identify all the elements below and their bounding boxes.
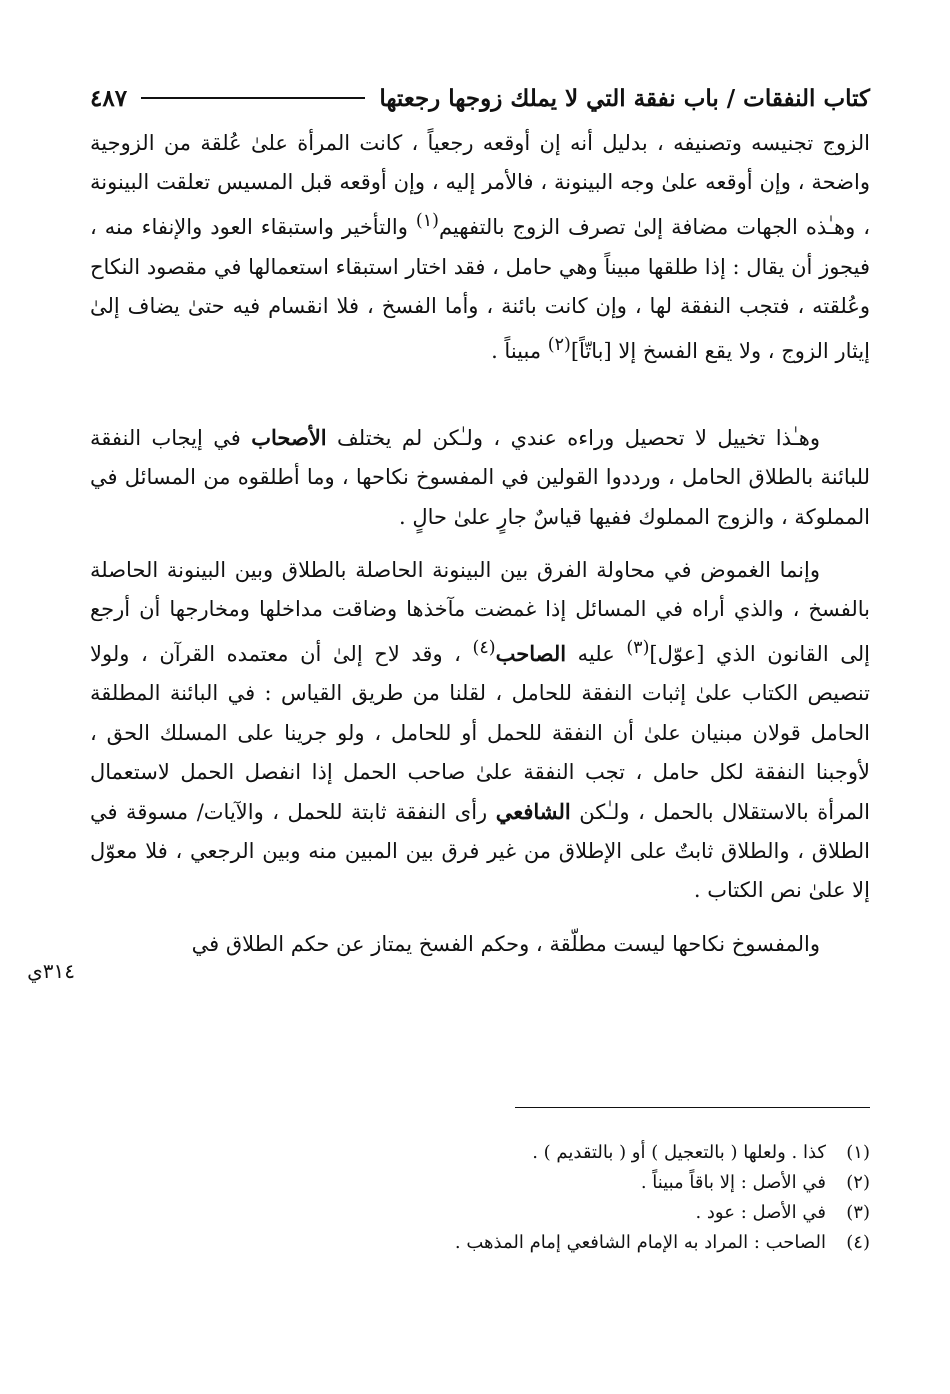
footnote-number: (٢) [846, 1172, 870, 1193]
text-run: في إيجاب النفقة للبائنة بالطلاق الحامل ، ورددوا القولين في المفسوخ نكاحها ، وما أطلقوه من المسائل في المملوكة ، والزوج المملوك ففيها قياسٌ جارٍ علىٰ حالٍ . [90, 426, 870, 529]
paragraph-4 [90, 925, 870, 964]
footnote-number: (١) [846, 1142, 870, 1163]
page-number: ٤٨٧ [90, 84, 128, 112]
text-run: الزوج تجنيسه وتصنيفه ، بدليل أنه إن أوقعه رجعياً ، كانت المرأة علىٰ عُلقة من الزوجية واضحة ، وإن أوقعه علىٰ وجه البينونة ، فالأمر إليه ، وإن أوقعه قبل المسيس تعلقت البينونة ، وهـٰذه الجهات مضافة إلىٰ تصرف الزوج بالتفهيم [90, 131, 870, 240]
footnote-ref-1: (١) [415, 211, 439, 232]
main-text [90, 124, 870, 964]
manuscript-folio-marker: ٣١٤ي [27, 959, 75, 983]
header-rule [141, 97, 365, 99]
running-header [90, 78, 870, 118]
paragraph-2 [90, 418, 870, 537]
footnote-separator [515, 1107, 870, 1108]
footnotes [300, 1138, 870, 1258]
footnote-text: في الأصل : عود . [695, 1202, 826, 1223]
emphasis-sahib: الصاحب [495, 641, 567, 667]
paragraph-gap [90, 371, 870, 418]
footnote-ref-3: (٣) [626, 638, 650, 659]
paragraph-1 [90, 124, 870, 371]
text-run: مبيناً . [491, 339, 548, 364]
text-run: وهـٰذا تخييل لا تحصيل وراءه عندي ، ولـٰكن لم يختلف [326, 426, 820, 451]
footnote-4 [300, 1228, 870, 1258]
footnote-number: (٣) [846, 1202, 870, 1223]
text-run: ، وقد لاح إلىٰ أن معتمده القرآن ، ولولا تنصيص الكتاب علىٰ إثبات النفقة للحامل ، لقلنا من طريق القياس : في البائنة المطلقة الحامل قولان مبنيان علىٰ أن النفقة للحمل أو للحامل ، ولو جرينا على المسلك الحق ، لأوجبنا النفقة لكل حامل ، تجب النفقة علىٰ صاحب الحمل إذا انفصل الحمل لاستعمال المرأة بالاستقلال بالحمل ، ولـٰكن [90, 642, 870, 825]
text-run: وإنما الغموض في محاولة الفرق بين البينونة الحاصلة بالطلاق وبين البينونة الحاصلة بالفسخ ، والذي أراه في المسائل إذا غمضت مآخذها وضاقت مداخلها ومخارجها أن أرجع إلى القانون الذي [عوّل] [90, 557, 870, 667]
footnote-ref-4: (٤) [472, 638, 496, 659]
footnote-2 [300, 1168, 870, 1198]
text-run: والمفسوخ نكاحها ليست مطلّقة ، وحكم الفسخ يمتاز عن حكم الطلاق في [191, 931, 820, 956]
footnote-1 [300, 1138, 870, 1168]
footnote-text: في الأصل : إلا باقاً مبيناً . [640, 1172, 826, 1193]
paragraph-gap [90, 911, 870, 925]
paragraph-gap [90, 537, 870, 551]
footnote-text: كذا . ولعلها ( بالتعجيل ) أو ( بالتقديم ) . [532, 1142, 826, 1163]
text-run: رأى النفقة ثابتة للحمل ، والآيات/ مسوقة في الطلاق ، والطلاق ثابتٌ على الإطلاق من غير فرق بين المبين منه وبين الرجعي ، فلا معوّل إلا علىٰ نص الكتاب . [90, 800, 870, 903]
text-run: والتأخير واستبقاء العود والإنفاء منه ، فيجوز أن يقال : إذا طلقها مبيناً وهي حامل ، فقد اختار استبقاء استعمالها في مقصود النكاح وعُلقته ، فتجب النفقة لها ، وإن كانت بائنة ، وأما الفسخ ، فلا انقسام فيه حتىٰ يضاف إلىٰ إيثار الزوج ، ولا يقع الفسخ إلا [باتّاً] [90, 215, 870, 364]
text-run: عليه [566, 642, 627, 667]
footnote-ref-2: (٢) [547, 335, 571, 356]
footnote-3 [300, 1198, 870, 1228]
emphasis-ashab: الأصحاب [251, 425, 327, 451]
header-title: كتاب النفقات / باب نفقة التي لا يملك زوجها رجعتها [379, 84, 870, 112]
emphasis-shafii: الشافعي [495, 799, 571, 825]
footnote-number: (٤) [846, 1232, 870, 1253]
paragraph-3 [90, 551, 870, 911]
footnote-text: الصاحب : المراد به الإمام الشافعي إمام المذهب . [454, 1232, 826, 1253]
